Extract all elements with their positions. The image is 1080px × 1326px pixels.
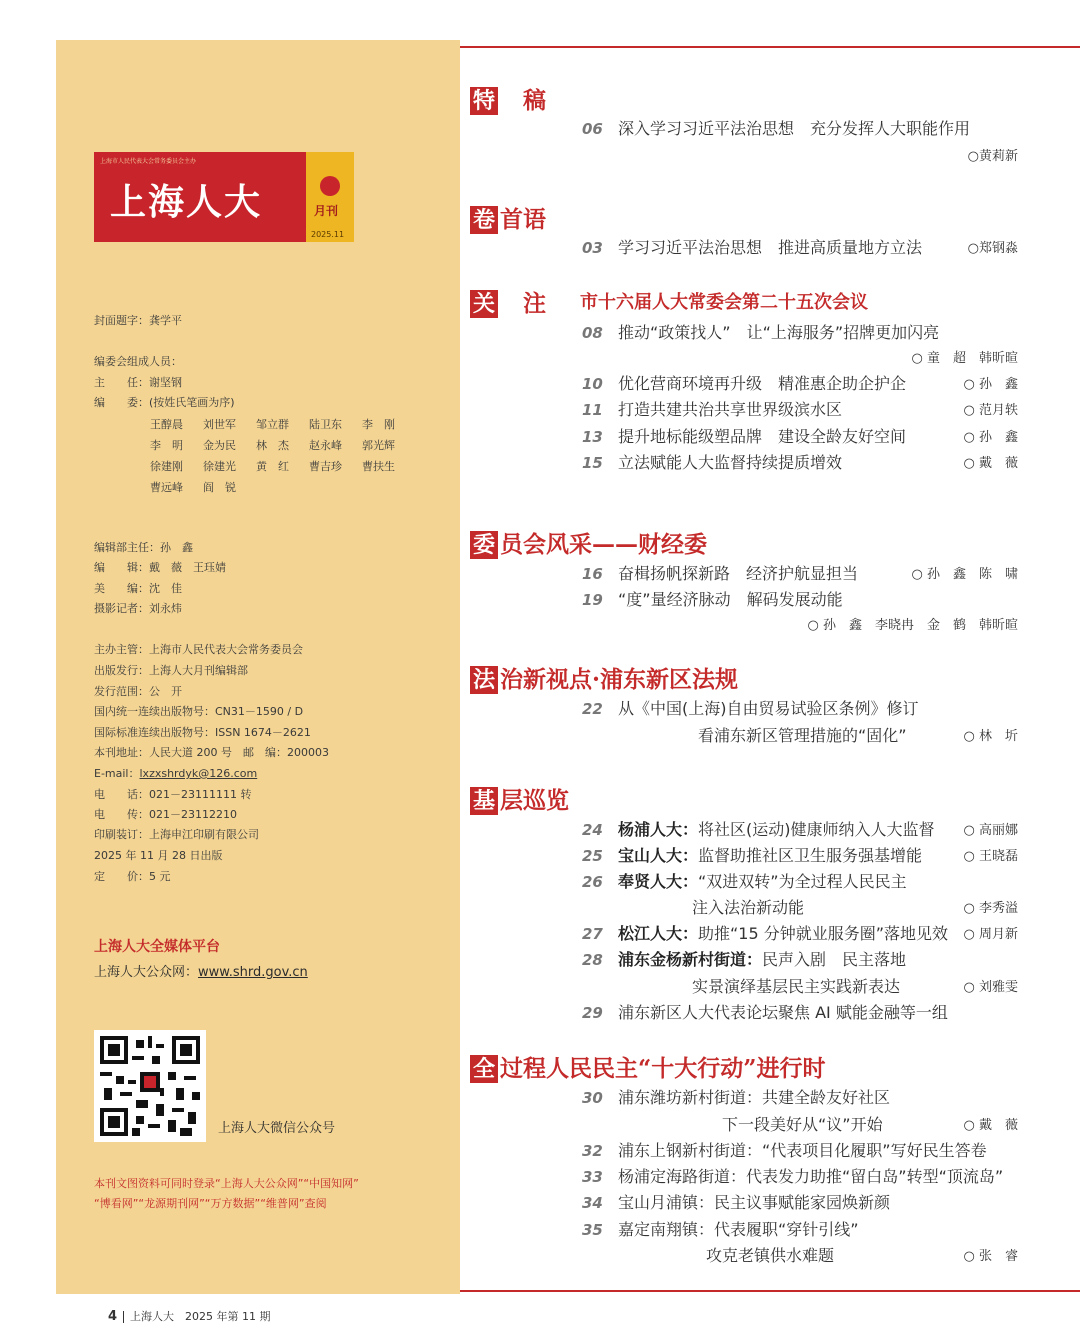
staff-art-editor: 美 编：沈 佳 [94,582,182,595]
member-name: 李 明 [150,439,183,452]
logo-gold-block [306,152,354,242]
toc-author: ○ 范月轶 [963,403,1018,418]
logo-name: 上海人大 [110,181,263,223]
magazine-logo [94,152,354,242]
member-name: 陆卫东 [309,418,342,431]
toc-author: ○ 张 睿 [963,1249,1018,1264]
focus-subtitle: 市十六届人大常委会第二十五次会议 [580,292,868,313]
email-link[interactable]: lxzxshrdyk@126.com [139,767,258,780]
member-name: 徐建光 [203,460,236,473]
member-name: 阎 锐 [203,481,236,494]
toc-entry[interactable]: 03 学习习近平法治思想 推进高质量地方立法 [582,238,923,257]
section-rule-of-law: 法 治新视点·浦东新区法规 [470,661,738,694]
emblem-icon [320,176,340,196]
member-name: 金为民 [203,439,236,452]
pub-issn: 国际标准连续出版物号：ISSN 1674－2621 [94,726,311,739]
toc-entry[interactable]: 24 杨浦人大：将社区(运动)健康师纳入人大监督 [582,820,935,839]
toc-author: ○ 王晓磊 [963,849,1018,864]
toc-author: ○黄莉新 [967,149,1018,164]
pub-phone: 电 话：021－23111111 转 [94,788,252,801]
toc-author: ○ 孙 鑫 李晓冉 金 鹤 韩昕暄 [807,618,1018,633]
toc-entry[interactable]: 08 推动“政策找人” 让“上海服务”招牌更加闪亮 [582,323,940,342]
toc-entry[interactable]: 29 浦东新区人大代表论坛聚焦 AI 赋能金融等一组 [582,1003,948,1022]
logo-tagline: 上海市人民代表大会常务委员会主办 [100,158,197,165]
toc-entry[interactable]: 33 杨浦定海路街道：代表发力助推“留白岛”转型“顶流岛” [582,1167,1004,1186]
staff-photographer: 摄影记者：刘永炜 [94,602,182,615]
toc-entry[interactable]: 10 优化营商环境再升级 精准惠企助企护企 [582,374,907,393]
pub-scope: 发行范围：公 开 [94,685,182,698]
toc-author: ○ 周月新 [963,927,1018,942]
pub-publisher: 出版发行：上海人大月刊编辑部 [94,664,248,677]
toc-entry-continued: 下一段美好从“议”开始 [722,1115,883,1134]
pub-price: 定 价：5 元 [94,870,171,883]
section-focus: 关 注 [470,285,546,318]
pub-fax: 电 传：021－23112210 [94,808,237,821]
member-name: 赵永峰 [309,439,342,452]
wechat-qr-code [94,1030,206,1142]
staff-editors: 编 辑：戴 薇 王珏婧 [94,561,226,574]
toc-entry[interactable]: 06 深入学习习近平法治思想 充分发挥人大职能作用 [582,119,971,138]
pub-cn-number: 国内统一连续出版物号：CN31－1590 / D [94,705,304,718]
toc-author: ○郑钢淼 [967,241,1018,256]
toc-entry[interactable]: 34 宝山月浦镇：民主议事赋能家园焕新颜 [582,1193,891,1212]
footer-issue: 上海人大 2025 年第 11 期 [130,1310,271,1323]
toc-entry-continued: 看浦东新区管理措施的“固化” [698,726,907,745]
committee-members-label: 编 委：(按姓氏笔画为序) [94,396,235,409]
committee-member-list [150,416,430,500]
staff-editor-in-chief: 编辑部主任：孙 鑫 [94,541,193,554]
member-name: 刘世军 [203,418,236,431]
toc-entry[interactable]: 35 嘉定南翔镇：代表履职“穿针引线” [582,1220,859,1239]
member-name: 邹立群 [256,418,289,431]
cover-title-credit: 封面题字：龚学平 [94,314,182,327]
email-label: E-mail： [94,767,140,780]
member-name: 徐建刚 [150,460,183,473]
page-footer [108,1308,271,1324]
toc-entry[interactable]: 32 浦东上钢新村街道：“代表项目化履职”写好民生答卷 [582,1141,987,1160]
logo-issue: 2025.11 [311,230,345,239]
toc-entry[interactable]: 30 浦东潍坊新村街道：共建全龄友好社区 [582,1088,891,1107]
toc-author: ○ 孙 鑫 [963,377,1018,392]
toc-entry[interactable]: 13 提升地标能级塑品牌 建设全龄友好空间 [582,427,907,446]
member-name: 李 刚 [362,418,395,431]
pub-email [94,765,257,781]
committee-label: 编委会组成人员： [94,355,182,368]
pub-sponsor: 主办主管：上海市人民代表大会常务委员会 [94,643,303,656]
toc-author: ○ 林 圻 [963,729,1018,744]
toc-author: ○ 孙 鑫 陈 啸 [911,567,1018,582]
toc-entry[interactable]: 26 奉贤人大：“双进双转”为全过程人民民主 [582,872,907,891]
toc-entry-continued: 攻克老镇供水难题 [706,1246,835,1265]
logo-monthly: 月刊 [314,204,339,218]
distribution-notice [94,1174,359,1214]
member-name: 曹扶生 [362,460,395,473]
toc-entry[interactable]: 22 从《中国(上海)自由贸易试验区条例》修订 [582,699,919,718]
media-platform-title: 上海人大全媒体平台 [94,939,220,955]
section-grassroots: 基 层巡览 [470,782,569,815]
qr-caption: 上海人大微信公众号 [218,1121,336,1136]
toc-entry-continued: 实景演绎基层民主实践新表达 [692,977,901,996]
qr-code-icon [100,1036,200,1136]
section-whole-process-democracy: 全 过程人民民主“十大行动”进行时 [470,1050,825,1083]
toc-entry[interactable]: 25 宝山人大：监督助推社区卫生服务强基增能 [582,846,923,865]
toc-entry[interactable]: 19 “度”量经济脉动 解码发展动能 [582,590,843,609]
member-name: 曹吉珍 [309,460,342,473]
toc-entry[interactable]: 28 浦东金杨新村街道：民声入剧 民主落地 [582,950,907,969]
bottom-divider [460,1290,1080,1292]
toc-author: ○ 刘雅雯 [963,980,1018,995]
toc-entry[interactable]: 11 打造共建共治共享世界级滨水区 [582,400,843,419]
toc-entry[interactable]: 27 松江人大：助推“15 分钟就业服务圈”落地见效 [582,924,949,943]
toc-author: ○ 童 超 韩昕暄 [911,351,1018,366]
toc-author: ○ 李秀溢 [963,901,1018,916]
member-name: 曹远峰 [150,481,183,494]
toc-author: ○ 戴 薇 [963,456,1018,471]
toc-author: ○ 戴 薇 [963,1118,1018,1133]
pub-printer: 印刷装订：上海申江印刷有限公司 [94,828,259,841]
toc-author: ○ 高丽娜 [963,823,1018,838]
member-name: 黄 红 [256,460,289,473]
section-opening-words: 卷 首语 [470,201,546,234]
page-number: 4 [108,1309,118,1324]
pub-date: 2025 年 11 月 28 日出版 [94,849,223,862]
site-label: 上海人大公众网： [94,965,199,980]
member-name: 林 杰 [256,439,289,452]
toc-entry-continued: 注入法治新动能 [692,898,805,917]
notice-line: “博看网”“龙源期刊网”“万方数据”“维普网”查阅 [94,1197,327,1210]
toc-entry[interactable]: 15 立法赋能人大监督持续提质增效 [582,453,843,472]
section-special-feature: 特 稿 [470,82,546,115]
footer-divider [123,1311,124,1323]
member-name: 王醇晨 [150,418,183,431]
pub-address: 本刊地址：人民大道 200 号 邮 编：200003 [94,746,329,759]
site-link[interactable]: www.shrd.gov.cn [198,965,308,980]
media-platform-site [94,961,308,980]
member-name: 郭光辉 [362,439,395,452]
committee-director: 主 任：谢坚钢 [94,376,182,389]
section-committee-style: 委 员会风采——财经委 [470,526,707,559]
notice-line: 本刊文图资料可同时登录“上海人大公众网”“中国知网” [94,1177,359,1190]
toc-author: ○ 孙 鑫 [963,430,1018,445]
toc-entry[interactable]: 16 奋楫扬帆探新路 经济护航显担当 [582,564,859,583]
top-divider [460,46,1080,48]
